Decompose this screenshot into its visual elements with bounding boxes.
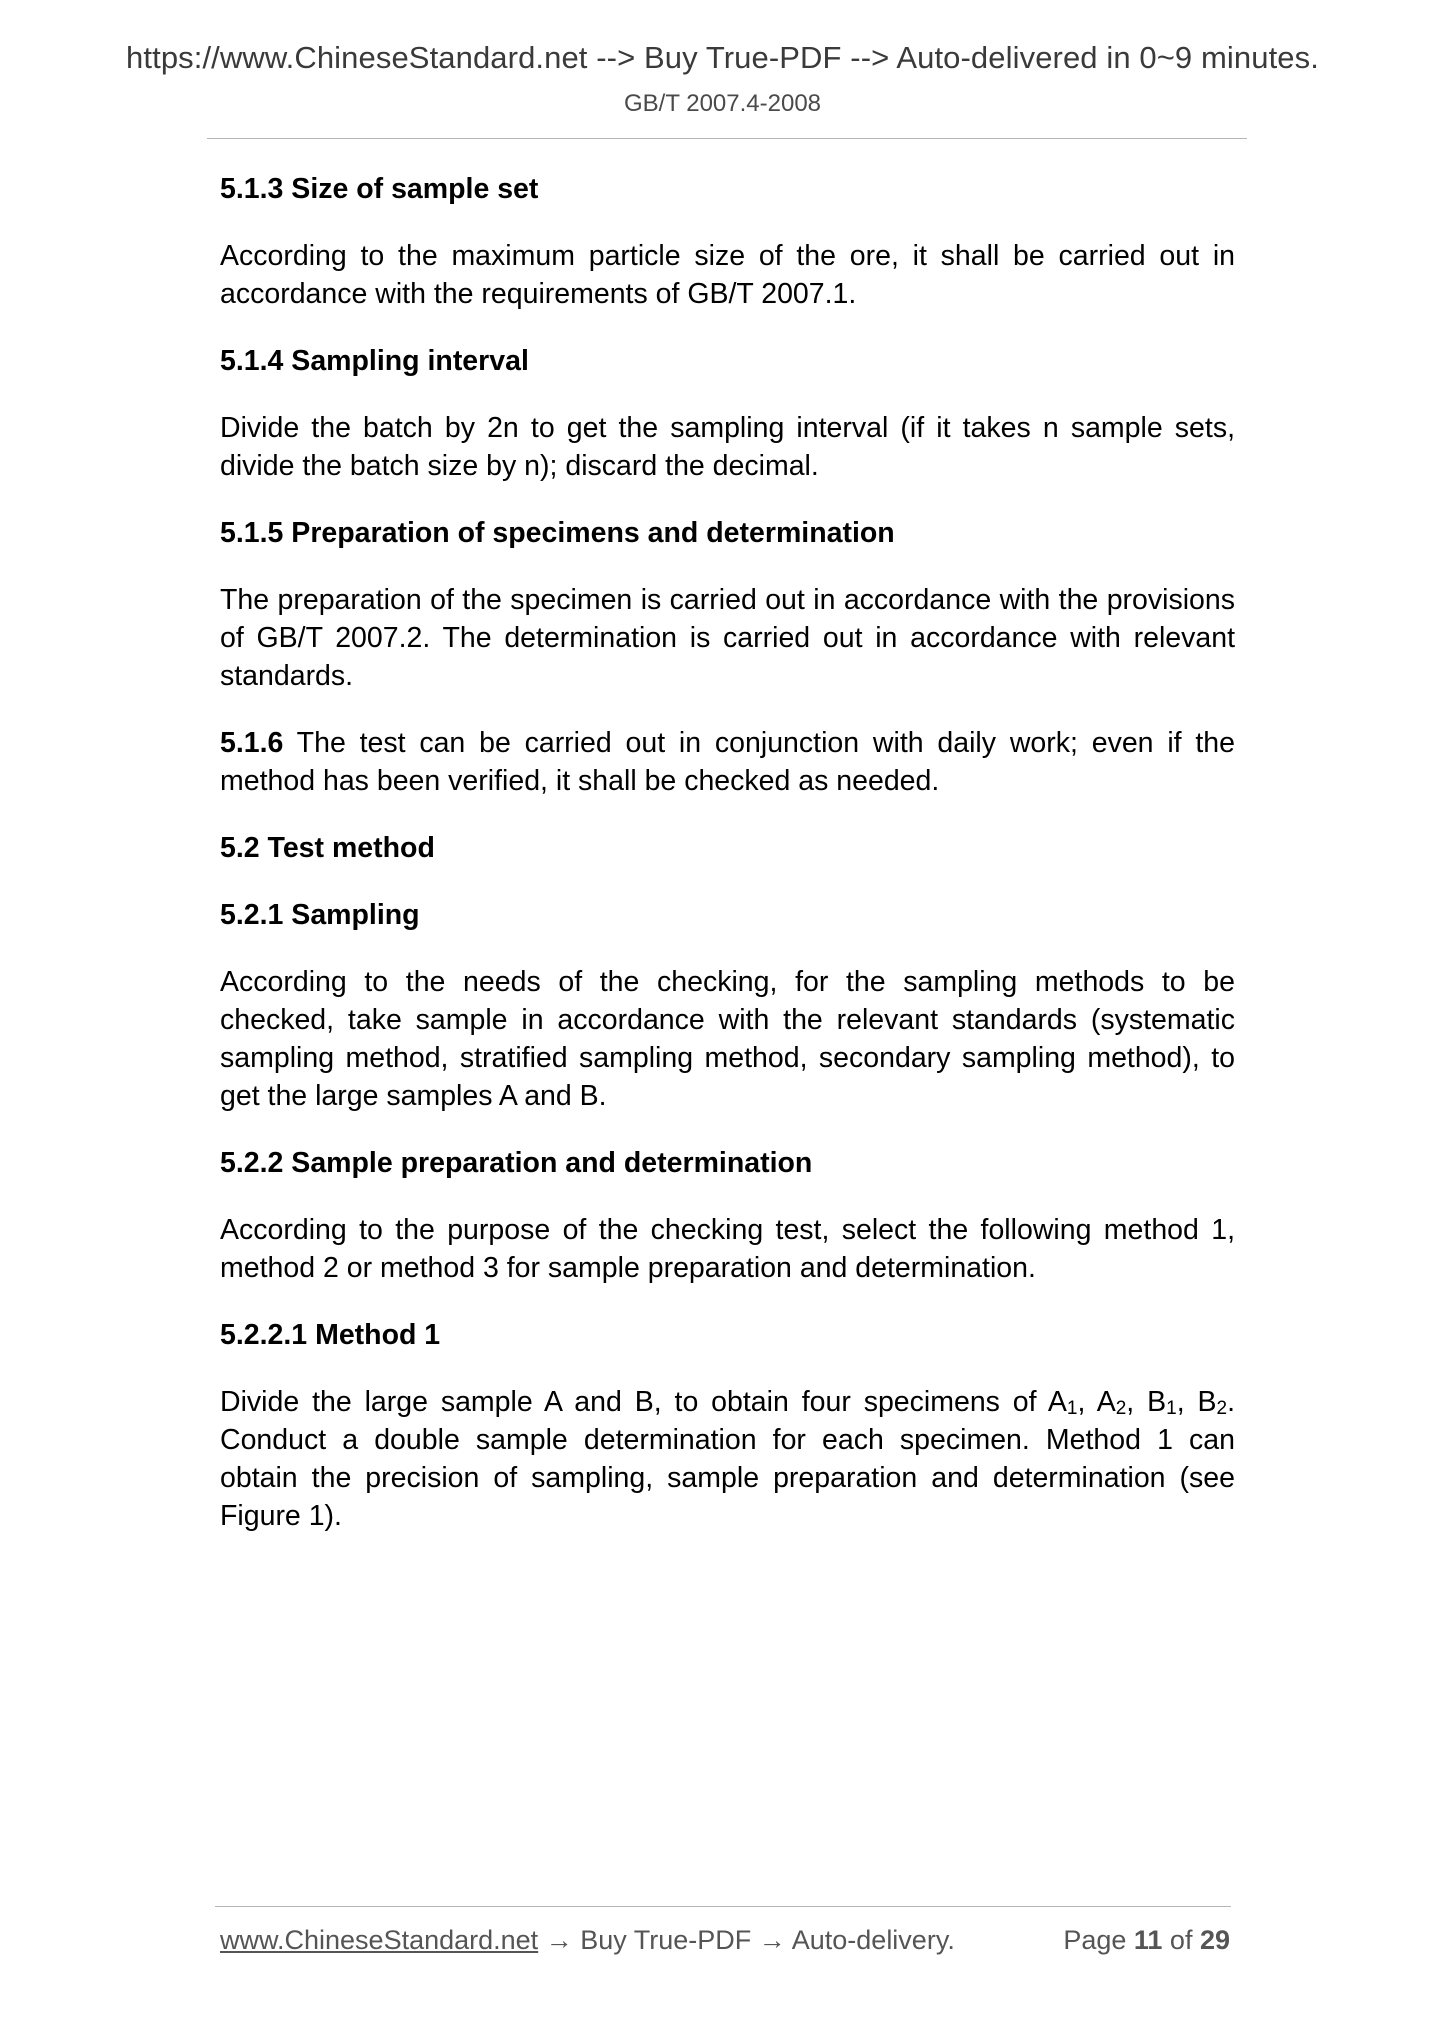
specimen-a2 <box>1097 1386 1127 1418</box>
section-5-2-1-text: According to the needs of the checking, for the sampling methods to be checked, take sample in accordance with the relevant standards (systematic sampling method, stratified sampling method, secondary sampling method), to get the large samples A and B. <box>220 966 1235 1112</box>
specimen-b2-letter: B <box>1197 1386 1217 1418</box>
specimen-b2-subscript: 2 <box>1216 1398 1228 1419</box>
specimen-b1-letter: B <box>1147 1386 1167 1418</box>
document-body <box>220 170 1235 1564</box>
section-5-1-5-text: The preparation of the specimen is carried out in accordance with the provisions of GB/T 2007.2. The determination is carried out in accordance with relevant standards. <box>220 584 1235 692</box>
section-5-2-heading: 5.2 Test method <box>220 832 435 864</box>
specimen-separator-3: , <box>1176 1386 1198 1418</box>
specimen-a2-letter: A <box>1096 1386 1116 1418</box>
header-divider <box>207 138 1247 139</box>
section-5-2-2-heading: 5.2.2 Sample preparation and determination <box>220 1147 813 1179</box>
section-5-1-4-text: Divide the batch by 2n to get the sampling interval (if it takes n sample sets, divide the batch size by n); discard the decimal. <box>220 412 1235 482</box>
specimen-b1-subscript: 1 <box>1166 1398 1177 1419</box>
section-5-1-3-text: According to the maximum particle size of the ore, it shall be carried out in accordance with the requirements of GB/T 2007.1. <box>220 240 1235 310</box>
specimen-b2 <box>1197 1386 1227 1418</box>
page-label: Page <box>1063 1925 1134 1955</box>
specimen-a2-subscript: 2 <box>1115 1398 1127 1419</box>
section-5-1-5-heading: 5.1.5 Preparation of specimens and determination <box>220 517 895 549</box>
specimen-separator-2: , <box>1126 1386 1148 1418</box>
specimen-a1-subscript: 1 <box>1066 1398 1078 1419</box>
section-5-2-1-heading: 5.2.1 Sampling <box>220 899 420 931</box>
standard-code: GB/T 2007.4-2008 <box>623 90 822 117</box>
section-5-2-2-1-heading: 5.2.2.1 Method 1 <box>220 1319 441 1351</box>
section-5-1-6-paragraph <box>220 724 1235 800</box>
page-number <box>1063 1925 1230 1956</box>
section-5-1-6-text: The test can be carried out in conjunction with daily work; even if the method has been verified, it shall be checked as needed. <box>220 727 1235 797</box>
specimen-a1-letter: A <box>1047 1386 1067 1418</box>
section-5-2-2-1-text-start: Divide the large sample A and B, to obtain four specimens of <box>220 1386 1048 1418</box>
section-5-1-6-number: 5.1.6 <box>220 727 284 759</box>
footer-tagline: → Buy True-PDF → Auto-delivery. <box>538 1925 955 1955</box>
section-5-2-2-text: According to the purpose of the checking test, select the following method 1, method 2 or method 3 for sample preparation and determination. <box>220 1214 1235 1284</box>
top-banner[interactable]: https://www.ChineseStandard.net --> Buy True-PDF --> Auto-delivered in 0~9 minutes. <box>126 40 1319 75</box>
section-5-2-2-1-text-end: . Conduct a double sample determination for each specimen. Method 1 can obtain the precision of sampling, sample preparation and determination (see Figure 1). <box>220 1386 1235 1532</box>
specimen-b1 <box>1147 1386 1177 1418</box>
specimen-separator-1: , <box>1077 1386 1097 1418</box>
specimen-a1 <box>1048 1386 1078 1418</box>
footer-left <box>220 1925 955 1956</box>
footer-site-link[interactable]: www.ChineseStandard.net <box>220 1925 539 1955</box>
section-5-1-3-heading: 5.1.3 Size of sample set <box>220 173 539 205</box>
page-total: 29 <box>1199 1925 1230 1955</box>
section-5-2-2-1-paragraph <box>220 1383 1235 1535</box>
page-current: 11 <box>1133 1925 1163 1955</box>
footer-divider <box>215 1906 1231 1907</box>
page-of: of <box>1162 1925 1200 1955</box>
section-5-1-4-heading: 5.1.4 Sampling interval <box>220 345 529 377</box>
